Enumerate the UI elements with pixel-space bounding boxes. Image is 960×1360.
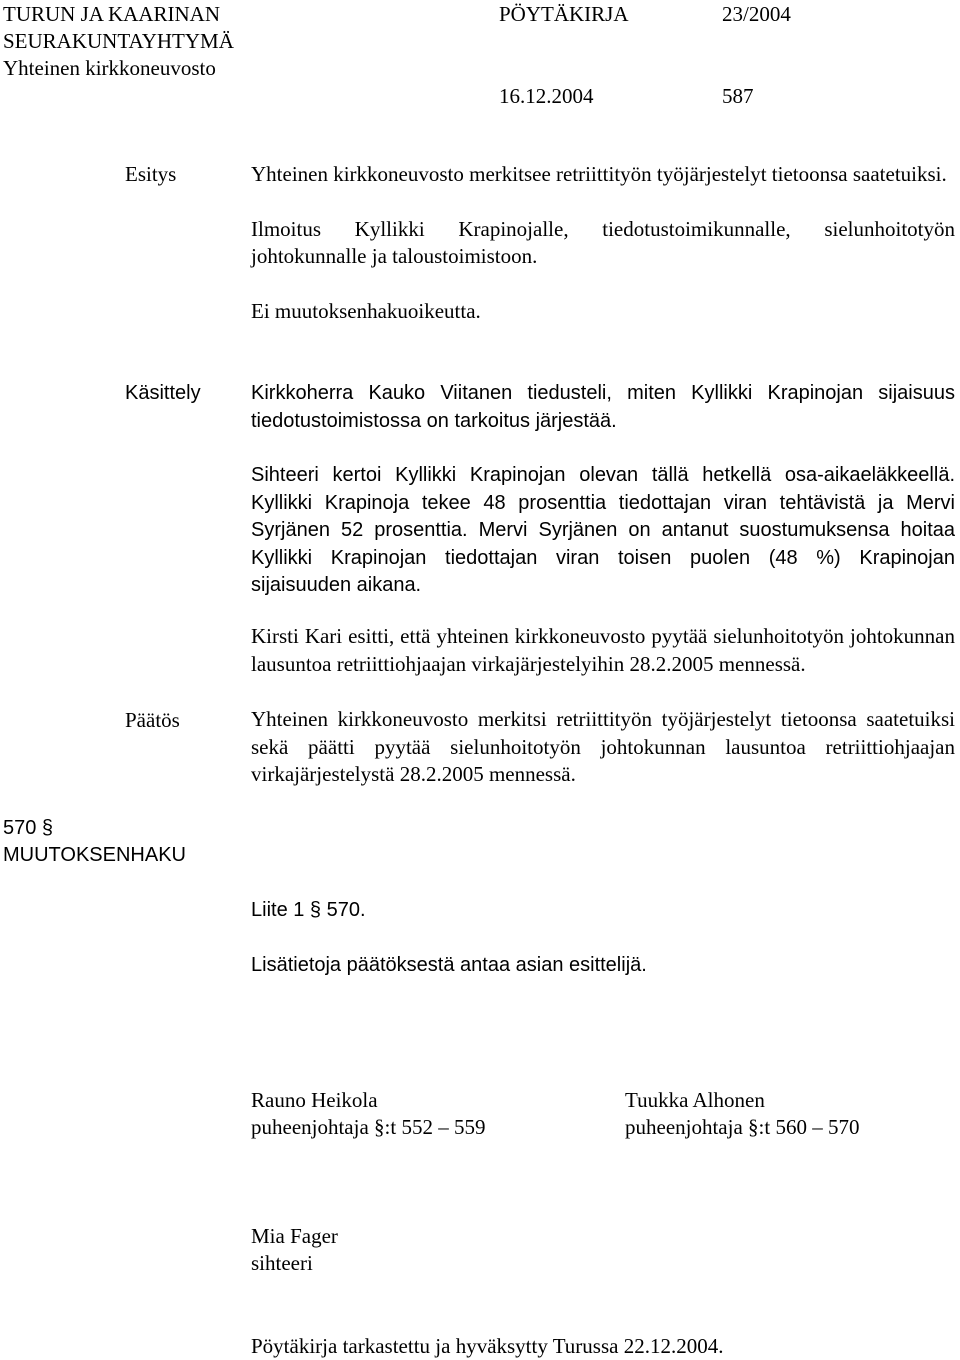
paatos-paragraph-1: Yhteinen kirkkoneuvosto merkitsi retriittityön työjärjestelyt tietoonsa saatetuiksi sekä päätti pyytää sielunhoitotyön johtokunnan lausuntoa retriittiohjaajan virkajärjestelystä 28.2.2005 mennessä. — [251, 707, 955, 786]
signature-name-secretary: Mia Fager — [251, 1224, 338, 1248]
esitys-block — [251, 161, 955, 325]
signature-role-secretary: sihteeri — [251, 1251, 313, 1275]
page-number: 587 — [722, 84, 754, 108]
kasittely-paragraph-1: Kirkkoherra Kauko Viitanen tiedusteli, miten Kyllikki Krapinojan sijaisuus tiedotustoimistossa on tarkoitus järjestää. — [251, 382, 955, 432]
signature-name-chair-2: Tuukka Alhonen — [625, 1088, 765, 1112]
kasittely-paragraph-2: Sihteeri kertoi Kyllikki Krapinojan olevan tällä hetkellä osa-aikaeläkkeellä. Kyllikki Krapinoja tekee 48 prosenttia tiedottajan viran tehtävistä ja Mervi Syrjänen 52 prosenttia. Mervi Syrjänen on antanut suostumuksensa hoitaa Kyllikki Krapinojan tiedottajan viran toisen puolen (48 %) Krapinojan sijaisuuden aikana. — [251, 464, 955, 596]
muutoksenhaku-section-number: 570 § — [3, 817, 54, 839]
meeting-date: 16.12.2004 — [499, 84, 594, 108]
esitys-paragraph-2: Ilmoitus Kyllikki Krapinojalle, tiedotustoimikunnalle, sielunhoitotyön johtokunnalle ja taloustoimistoon. — [251, 216, 955, 268]
org-name-line2: SEURAKUNTAYHTYMÄ — [3, 29, 234, 53]
esitys-paragraph-1: Yhteinen kirkkoneuvosto merkitsee retriittityön työjärjestelyt tietoonsa saatetuiksi. — [251, 162, 947, 186]
more-info-text: Lisätietoja päätöksestä antaa asian esittelijä. — [251, 954, 647, 976]
approval-statement: Pöytäkirja tarkastettu ja hyväksytty Turussa 22.12.2004. — [251, 1334, 724, 1358]
section-label-muutoksenhaku: MUUTOKSENHAKU — [3, 844, 186, 866]
document-number: 23/2004 — [722, 2, 791, 26]
kasittely-paragraph-3: Kirsti Kari esitti, että yhteinen kirkkoneuvosto pyytää sielunhoitotyön johtokunnan lausuntoa retriittiohjaajan virkajärjestelyihin 28.2.2005 mennessä. — [251, 624, 955, 676]
org-name-line3: Yhteinen kirkkoneuvosto — [3, 56, 216, 80]
document-type: PÖYTÄKIRJA — [499, 2, 629, 26]
section-label-paatos: Päätös — [125, 708, 180, 732]
section-label-esitys: Esitys — [125, 162, 177, 186]
signature-role-chair-1: puheenjohtaja §:t 552 – 559 — [251, 1115, 486, 1139]
paatos-block — [251, 706, 955, 789]
org-name-line1: TURUN JA KAARINAN — [3, 2, 221, 26]
signature-role-chair-2: puheenjohtaja §:t 560 – 570 — [625, 1115, 860, 1139]
kasittely-block — [251, 380, 955, 600]
attachment-reference: Liite 1 § 570. — [251, 899, 366, 921]
esitys-paragraph-3: Ei muutoksenhakuoikeutta. — [251, 298, 481, 323]
kasittely-block-2 — [251, 623, 955, 678]
section-label-kasittely: Käsittely — [125, 382, 201, 404]
signature-name-chair-1: Rauno Heikola — [251, 1088, 378, 1112]
